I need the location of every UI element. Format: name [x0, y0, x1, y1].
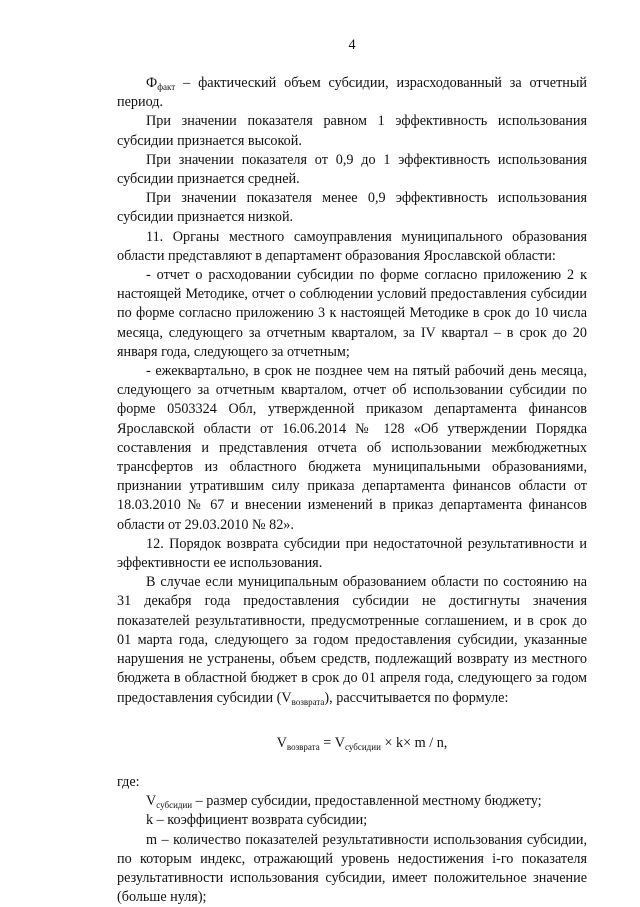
paragraph-fact-text: – фактический объем субсидии, израсходованный за отчетный период.: [117, 75, 587, 111]
paragraph-return-case: [117, 573, 587, 707]
where-label: где:: [117, 773, 140, 790]
definition-m: m – количество показателей результативности использования субсидии, по которым индекс, отражающий уровень недостижения i-го показателя результативности использования субсидии, имеет положительное значение (больше нуля);: [117, 831, 587, 906]
paragraph-fact: [117, 74, 587, 112]
formula-sub-return: возврата: [286, 741, 320, 752]
paragraph-medium: При значении показателя от 0,9 до 1 эффективность использования субсидии признается средней.: [117, 151, 587, 188]
definition-v-symbol: V: [146, 793, 157, 810]
formula-v-return: V: [276, 734, 287, 751]
paragraph-report-2: - ежеквартально, в срок не позднее чем на пятый рабочий день месяца, следующего за отчетным кварталом, отчет об использовании субсидии по форме 0503324 Обл, утвержденной приказом департамента финансов Ярославской области от 16.06.2014 № 128 «Об утверждении Порядка составления и представления отчета об использовании межбюджетных трансфертов из областного бюджета муниципальными образованиями, признании утратившим силу приказа департамента финансов области от 18.03.2010 № 67 и внесении изменений в приказ департамента финансов области от 29.03.2010 № 82».: [117, 363, 587, 533]
page-number: 4: [348, 37, 356, 53]
subscript-vozvrata: возврата: [291, 696, 325, 707]
paragraph-item-12: 12. Порядок возврата субсидии при недостаточной результативности и эффективности ее использования.: [117, 535, 587, 572]
paragraph-report-1: - отчет о расходовании субсидии по форме согласно приложению 2 к настоящей Методике, отчет о соблюдении условий предоставления субсидии по форме согласно приложению 3 к настоящей Методике в срок до 10 числа месяца, следующего за отчетным кварталом, за IV квартал – в срок до 20 января года, следующего за отчетным;: [117, 267, 587, 360]
formula-rest: × k× m / n,: [380, 734, 448, 751]
document-body: [117, 74, 587, 907]
formula-equals: = V: [319, 734, 346, 751]
paragraph-low: При значении показателя менее 0,9 эффективность использования субсидии признается низкой.: [117, 190, 587, 226]
definition-v-text: – размер субсидии, предоставленной местному бюджету;: [192, 793, 542, 810]
paragraph-item-11: 11. Органы местного самоуправления муниципального образования области представляют в департамент образования Ярославской области:: [117, 228, 587, 264]
definition-v-subscript: субсидии: [156, 800, 193, 811]
paragraph-return-tail: ), рассчитывается по формуле:: [324, 689, 509, 706]
paragraph-high: При значении показателя равном 1 эффективность использования субсидии признается высокой.: [117, 113, 587, 149]
definition-v-subsidy: [117, 792, 587, 811]
paragraph-return-text: В случае если муниципальным образованием области по состоянию на 31 декабря года предоставления субсидии не достигнуты значения показателей результативности, предусмотренные соглашением, и в срок до 01 марта года, следующего за годом предоставления субсидии, указанные нарушения не устранены, объем средств, подлежащий возврату из местного бюджета в областной бюджет в срок до 01 апреля года, следующего за годом предоставления субсидии (V: [117, 574, 587, 706]
formula: [117, 734, 587, 753]
subscript-fakt: факт: [157, 82, 176, 92]
definition-k: k – коэффициент возврата субсидии;: [146, 812, 368, 829]
symbol-phi: Ф: [146, 75, 158, 91]
formula-sub-subsidy: субсидии: [345, 741, 381, 752]
